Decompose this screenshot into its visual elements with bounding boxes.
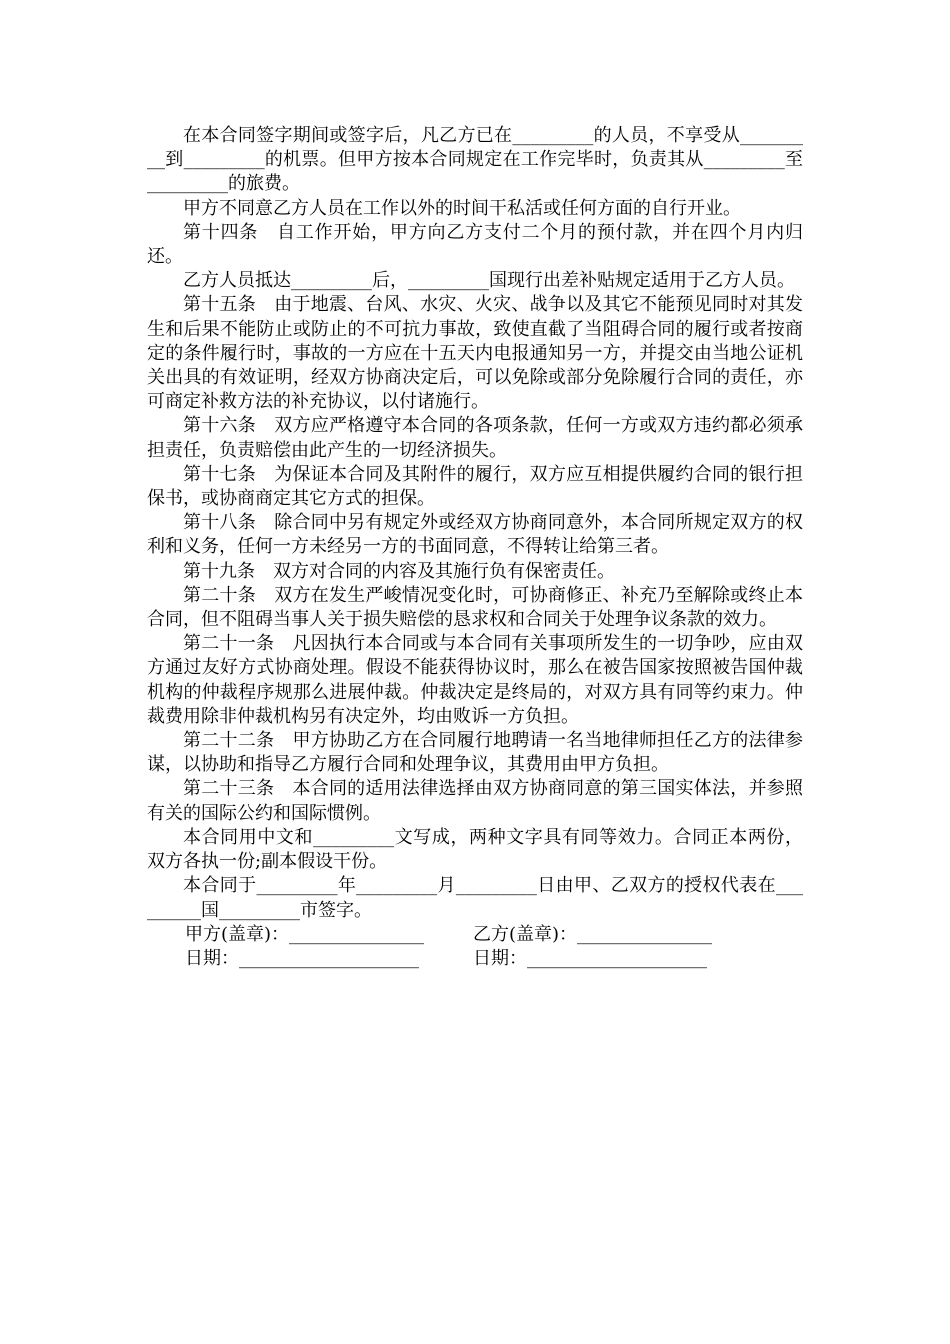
- contract-article-16: 第十六条 双方应严格遵守本合同的各项条款，任何一方或双方违约都必须承担责任，负责赔偿由此产生的一切经济损失。: [147, 415, 803, 461]
- date-row: [147, 947, 803, 971]
- contract-article-19: 第十九条 双方对合同的内容及其施行负有保密责任。: [183, 560, 615, 582]
- contract-article-20: 第二十条 双方在发生严峻情况变化时，可协商修正、补充乃至解除或终止本合同，但不阻碍当事人关于损失赔偿的恳求权和合同关于处理争议条款的效力。: [147, 584, 803, 631]
- contract-article-17: 第十七条 为保证本合同及其附件的履行，双方应互相提供履约合同的银行担保书，或协商商定其它方式的担保。: [147, 463, 803, 510]
- contract-page: [147, 124, 803, 971]
- contract-article-18: 第十八条 除合同中另有规定外或经双方协商同意外，本合同所规定双方的权利和义务，任何一方未经另一方的书面同意，不得转让给第三者。: [147, 512, 803, 558]
- contract-paragraph: 本合同于_________年_________月_________日由甲、乙双方的授权代表在_________国_________市签字。: [147, 875, 803, 921]
- contract-article-14: 第十四条 自工作开始，甲方向乙方支付二个月的预付款，并在四个月内归还。: [147, 221, 803, 268]
- contract-paragraph: 乙方人员抵达_________后，_________国现行出差补贴规定适用于乙方人员。: [183, 270, 795, 292]
- signature-row: [147, 923, 803, 947]
- contract-article-21: 第二十一条 凡因执行本合同或与本合同有关事项所发生的一切争吵，应由双方通过友好方式协商处理。假设不能获得协议时，那么在被告国家按照被告国仲裁机构的仲裁程序规那么进展仲裁。仲裁决定是终局的，对双方具有同等约束力。仲裁费用除非仲裁机构另有决定外，均由败诉一方负担。: [147, 633, 803, 727]
- party-b-date-line: 日期：____________________: [473, 947, 707, 969]
- contract-paragraph: 本合同用中文和_________文写成，两种文字具有同等效力。合同正本两份，双方各执一份;副本假设干份。: [147, 826, 803, 873]
- contract-article-22: 第二十二条 甲方协助乙方在合同履行地聘请一名当地律师担任乙方的法律参谋，以协助和指导乙方履行合同和处理争议，其费用由甲方负担。: [147, 730, 803, 776]
- contract-paragraph: 甲方不同意乙方人员在工作以外的时间干私活或任何方面的自行开业。: [183, 197, 741, 219]
- party-b-seal-line: 乙方(盖章)：_______________: [473, 923, 713, 945]
- party-a-seal-line: 甲方(盖章)：_______________: [185, 923, 425, 945]
- contract-paragraph: 在本合同签字期间或签字后，凡乙方已在_________的人员，不享受从_________到_________的机票。但甲方按本合同规定在工作完毕时，负责其从_________至_________的旅费。: [147, 125, 803, 195]
- contract-article-23: 第二十三条 本合同的适用法律选择由双方协商同意的第三国实体法，并参照有关的国际公约和国际惯例。: [147, 778, 803, 824]
- contract-article-15: 第十五条 由于地震、台风、水灾、火灾、战争以及其它不能预见同时对其发生和后果不能防止或防止的不可抗力事故，致使直截了当阻碍合同的履行或者按商定的条件履行时，事故的一方应在十五天内电报通知另一方，并提交由当地公证机关出具的有效证明，经双方协商决定后，可以免除或部分免除履行合同的责任，亦可商定补救方法的补充协议，以付诸施行。: [147, 294, 803, 413]
- party-a-date-line: 日期：____________________: [185, 947, 419, 969]
